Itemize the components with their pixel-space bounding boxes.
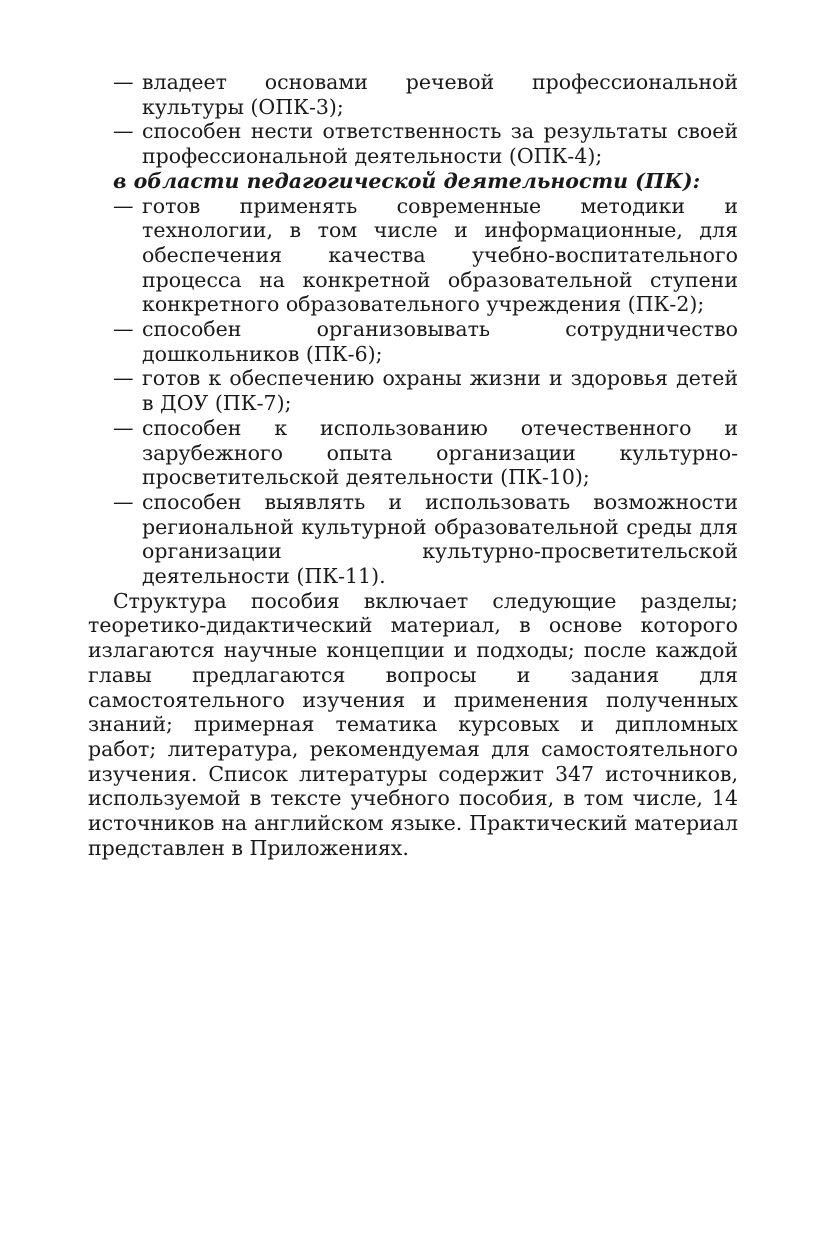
list-item-text: владеет основами речевой профессиональной культуры (ОПК-3); (142, 70, 738, 119)
list-dash: — (113, 193, 134, 218)
list-item (88, 490, 738, 589)
list-item-text: способен нести ответственность за результаты своей профессиональной деятельности (ОПК-4); (142, 119, 738, 169)
list-dash: — (113, 317, 134, 342)
structure-paragraph: Структура пособия включает следующие разделы; теоретико-дидактический материал, в основе которого излагаются научные концепции и подходы; после каждой главы предлагаются вопросы и задания для самостоятельного изучения и применения полученных знаний; примерная тематика курсовых и дипломных работ; литература, рекомендуемая для самостоятельного изучения. Список литературы содержит 347 источников, используемой в тексте учебного пособия, в том числе, 14 источников на английском языке. Практический материал представлен в Приложениях. (88, 588, 738, 860)
list-item (88, 416, 738, 490)
list-item-text: способен организовывать сотрудничество дошкольников (ПК-6); (142, 317, 738, 366)
document-page (88, 70, 738, 861)
list-item-text: способен к использованию отечественного и зарубежного опыта организации культурно-просветительской деятельности (ПК-10); (142, 415, 738, 490)
list-item (88, 70, 738, 119)
section-heading: в области педагогической деятельности (ПК): (113, 168, 701, 193)
list-item (88, 119, 738, 168)
list-item (88, 317, 738, 366)
list-item (88, 366, 738, 415)
list-item-text: способен выявлять и использовать возможности региональной культурной образовательной среды для организации культурно-просветительской деятельности (ПК-11). (142, 489, 738, 589)
list-dash: — (113, 489, 134, 514)
list-dash: — (113, 70, 134, 94)
list-item-text: готов применять современные методики и технологии, в том числе и информационные, для обеспечения качества учебно-воспитательного процесса на конкретной образовательной ступени конкретного образовательного учреждения (ПК-2); (142, 193, 738, 317)
list-dash: — (113, 366, 134, 391)
list-dash: — (113, 119, 134, 144)
list-item (88, 194, 738, 318)
list-dash: — (113, 415, 134, 440)
list-item-text: готов к обеспечению охраны жизни и здоровья детей в ДОУ (ПК-7); (142, 366, 738, 416)
